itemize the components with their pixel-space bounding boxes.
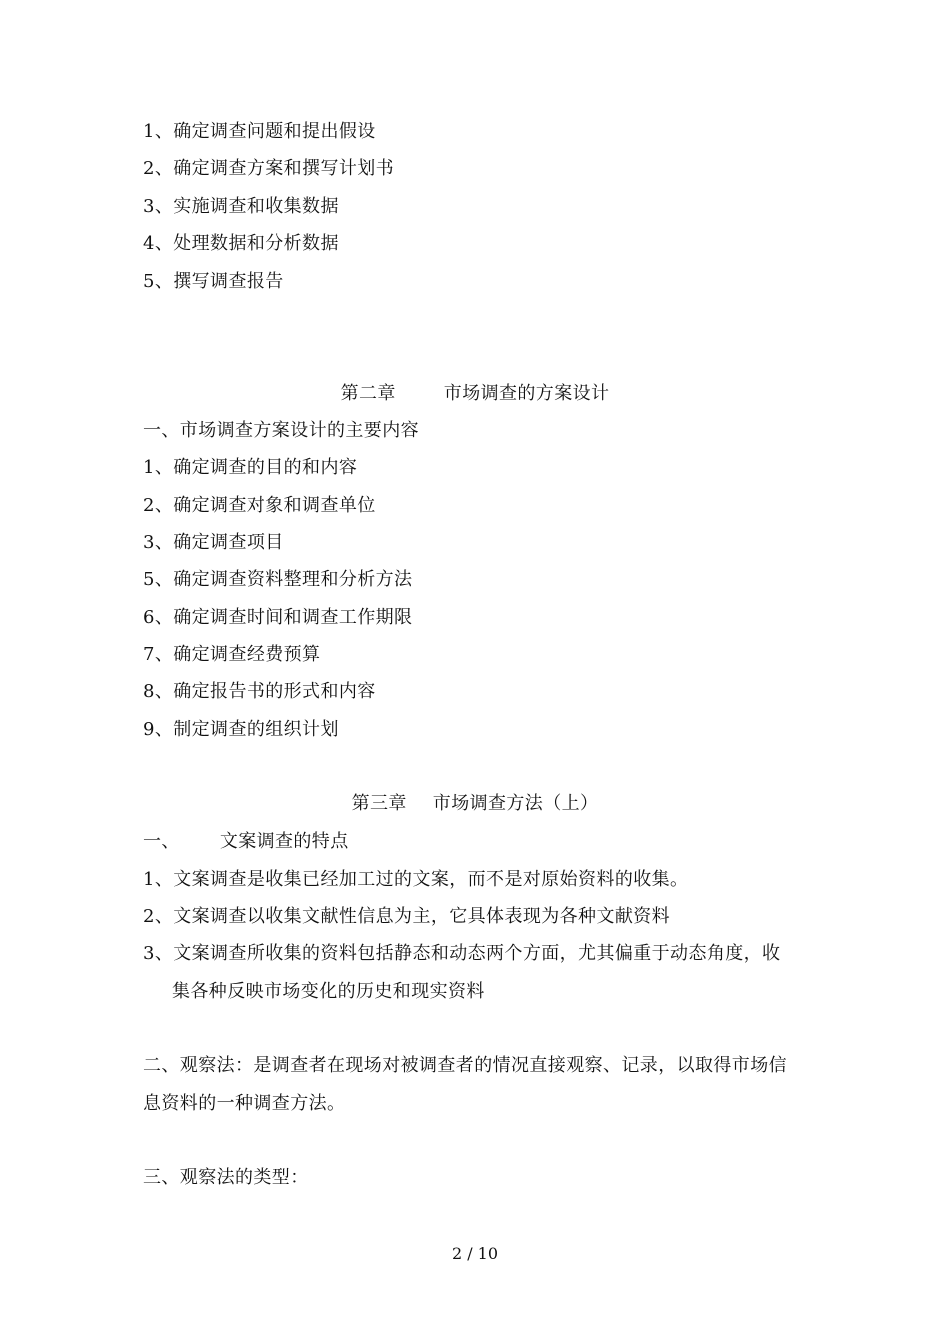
- observation-definition-line2: 息资料的一种调查方法。: [143, 1093, 346, 1114]
- chapter3-sub1-num: 一、: [143, 831, 180, 852]
- chapter2-item: 6、确定调查时间和调查工作期限: [143, 607, 413, 628]
- chapter3-sub1-text: 文案调查的特点: [219, 831, 349, 852]
- observation-definition-line1: 二、观察法：是调查者在现场对被调查者的情况直接观察、记录，以取得市场信: [143, 1055, 787, 1076]
- chapter2-title: 市场调查的方案设计: [443, 383, 610, 404]
- chapter2-item: 8、确定报告书的形式和内容: [143, 681, 376, 702]
- chapter3-point: 1、文案调查是收集已经加工过的文案，而不是对原始资料的收集。: [143, 869, 689, 890]
- step-2: 2、确定调查方案和撰写计划书: [143, 158, 395, 179]
- chapter2-item: 9、制定调查的组织计划: [143, 719, 339, 740]
- chapter3-title: 市场调查方法（上）: [432, 793, 599, 814]
- page-number: 2 / 10: [451, 1244, 499, 1263]
- chapter3-point-continuation: 集各种反映市场变化的历史和现实资料: [172, 981, 485, 1002]
- step-5: 5、撰写调查报告: [143, 271, 284, 292]
- chapter2-item: 2、确定调查对象和调查单位: [143, 495, 376, 516]
- step-4: 4、处理数据和分析数据: [143, 233, 339, 254]
- chapter3-point: 2、文案调查以收集文献性信息为主，它具体表现为各种文献资料: [143, 906, 671, 927]
- chapter2-label: 第二章: [340, 383, 396, 404]
- chapter3-point: 3、文案调查所收集的资料包括静态和动态两个方面，尤其偏重于动态角度，收: [143, 943, 781, 964]
- chapter2-heading: [0, 382, 950, 406]
- chapter2-subtitle: 一、市场调查方案设计的主要内容: [143, 420, 419, 441]
- chapter2-item: 7、确定调查经费预算: [143, 644, 321, 665]
- chapter3-sub1: [143, 830, 349, 854]
- chapter3-label: 第三章: [351, 793, 407, 814]
- observation-types-heading: 三、观察法的类型：: [143, 1167, 309, 1188]
- chapter2-item: 5、确定调查资料整理和分析方法: [143, 569, 413, 590]
- chapter2-item: 1、确定调查的目的和内容: [143, 457, 358, 478]
- step-3: 3、实施调查和收集数据: [143, 196, 339, 217]
- chapter2-item: 3、确定调查项目: [143, 532, 284, 553]
- chapter3-heading: [0, 792, 950, 816]
- step-1: 1、确定调查问题和提出假设: [143, 121, 376, 142]
